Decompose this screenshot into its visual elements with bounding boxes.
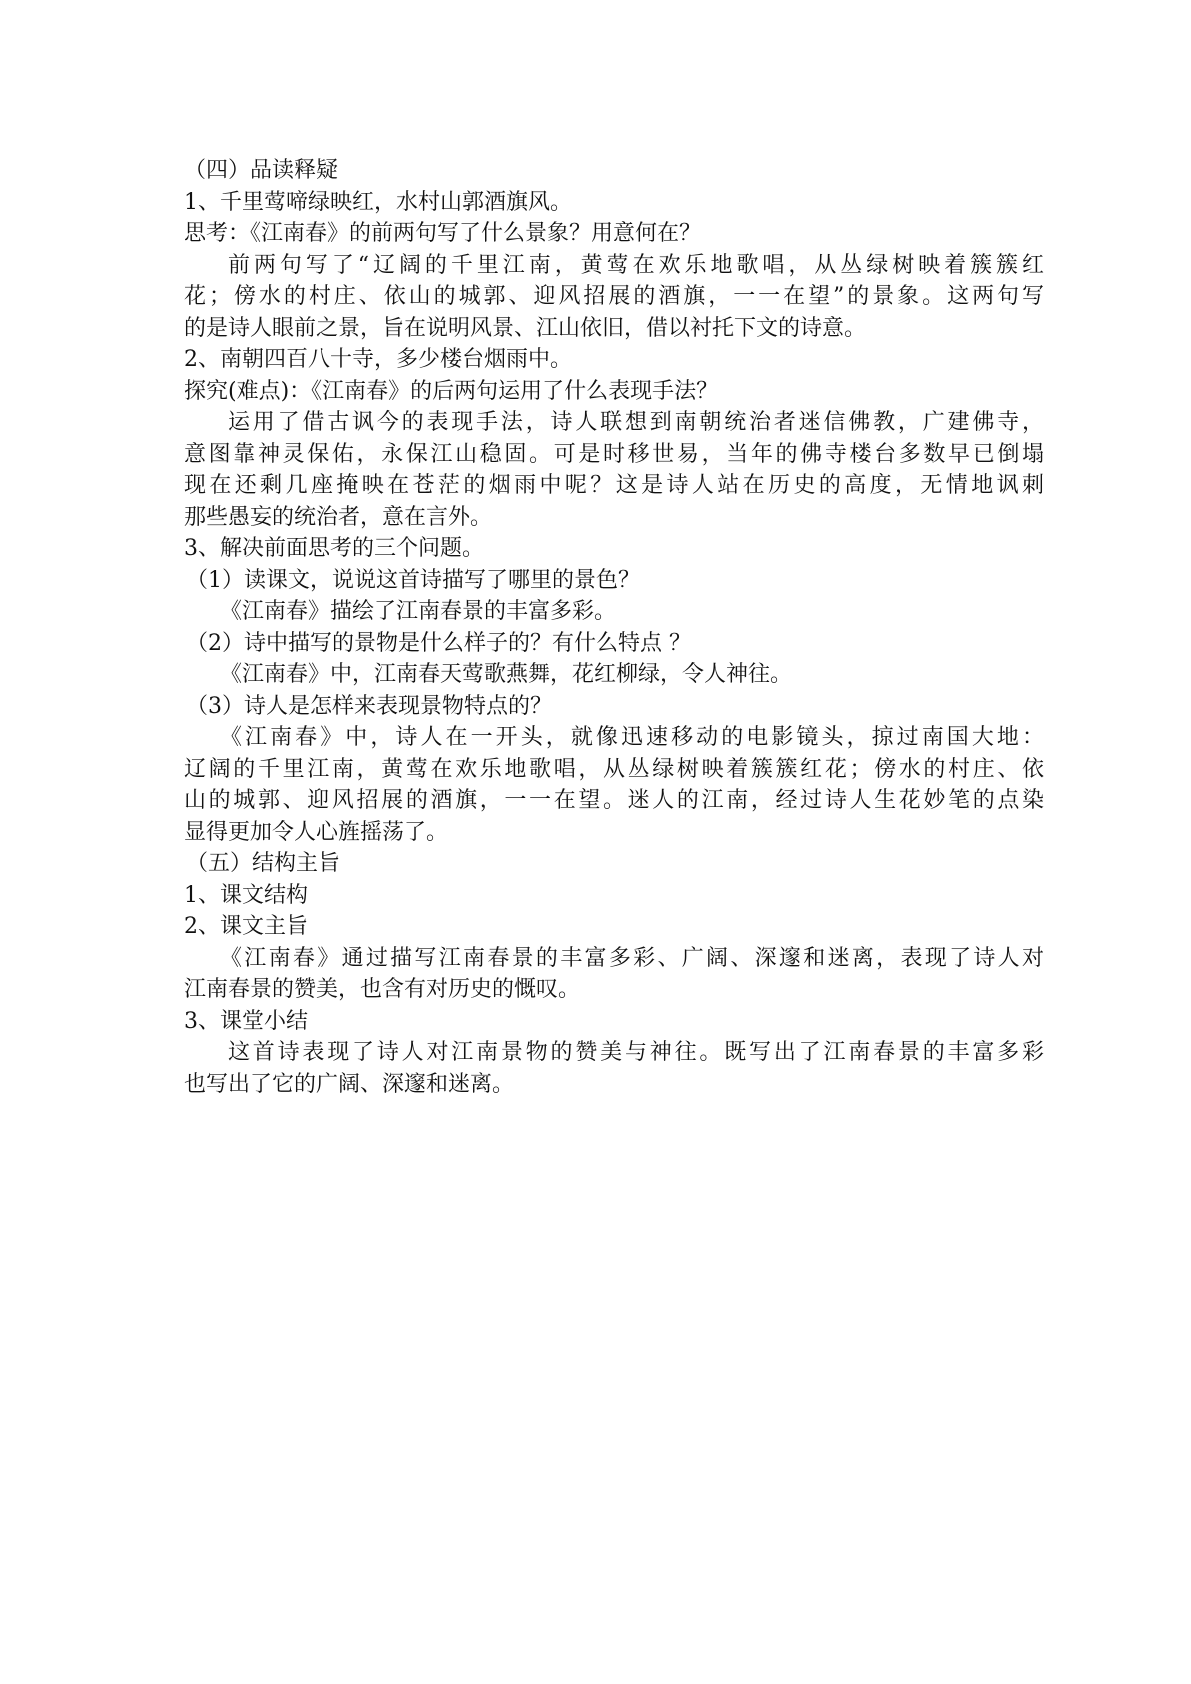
document-page bbox=[184, 155, 1044, 1100]
paragraph-line: 那些愚妄的统治者，意在言外。 bbox=[184, 504, 493, 530]
paragraph-line: 运用了借古讽今的表现手法，诗人联想到南朝统治者迷信佛教，广建佛寺， bbox=[228, 410, 1044, 435]
paragraph-line: 花；傍水的村庄、依山的城郭、迎风招展的酒旗，一一在望”的景象。这两句写 bbox=[184, 284, 1044, 309]
item-heading-summary: 3、课堂小结 bbox=[184, 1008, 308, 1034]
answer-1: 《江南春》描绘了江南春景的丰富多彩。 bbox=[220, 599, 617, 624]
poem-line-1: 1、千里莺啼绿映红，水村山郭酒旗风。 bbox=[184, 189, 572, 215]
item-heading-theme: 2、课文主旨 bbox=[184, 914, 308, 939]
paragraph-line: 辽阔的千里江南，黄莺在欢乐地歌唱，从丛绿树映着簇簇红花；傍水的村庄、依 bbox=[184, 756, 1044, 782]
paragraph-line: 的是诗人眼前之景，旨在说明风景、江山依旧，借以衬托下文的诗意。 bbox=[184, 315, 867, 341]
paragraph-line: 意图靠神灵保佑，永保江山稳固。可是时移世易，当年的佛寺楼台多数早已倒塌 bbox=[184, 441, 1044, 467]
sub-question-3: （3）诗人是怎样来表现景物特点的？ bbox=[186, 693, 552, 719]
sub-question-2: （2）诗中描写的景物是什么样子的？有什么特点 ？ bbox=[186, 630, 691, 656]
paragraph-line: 《江南春》通过描写江南春景的丰富多彩、广阔、深邃和迷离，表现了诗人对 bbox=[220, 945, 1044, 971]
question-think: 思考：《江南春》的前两句写了什么景象？用意何在？ bbox=[184, 221, 702, 246]
section-heading-4: （四）品读释疑 bbox=[184, 158, 339, 183]
sub-question-1: （1）读课文，说说这首诗描写了哪里的景色？ bbox=[186, 567, 640, 593]
question-explore: 探究(难点)：《江南春》的后两句运用了什么表现手法？ bbox=[184, 378, 719, 404]
item-heading-structure: 1、课文结构 bbox=[184, 882, 308, 908]
paragraph-line: 也写出了它的广阔、深邃和迷离。 bbox=[184, 1071, 515, 1097]
item-heading-3: 3、解决前面思考的三个问题。 bbox=[184, 536, 484, 561]
poem-line-2: 2、南朝四百八十寺，多少楼台烟雨中。 bbox=[184, 347, 572, 372]
answer-2: 《江南春》中，江南春天莺歌燕舞，花红柳绿，令人神往。 bbox=[220, 662, 793, 687]
paragraph-line: 显得更加令人心旌摇荡了。 bbox=[184, 819, 449, 845]
paragraph-line: 山的城郭、迎风招展的酒旗，一一在望。迷人的江南，经过诗人生花妙笔的点染 bbox=[184, 788, 1044, 813]
paragraph-line: 《江南春》中，诗人在一开头，就像迅速移动的电影镜头，掠过南国大地： bbox=[220, 725, 1044, 750]
paragraph-line: 江南春景的赞美，也含有对历史的慨叹。 bbox=[184, 977, 581, 1002]
section-heading-5: （五）结构主旨 bbox=[186, 851, 341, 876]
paragraph-line: 前两句写了“辽阔的千里江南，黄莺在欢乐地歌唱，从丛绿树映着簇簇红 bbox=[228, 252, 1044, 278]
paragraph-line: 这首诗表现了诗人对江南景物的赞美与神往。既写出了江南春景的丰富多彩 bbox=[228, 1040, 1044, 1065]
paragraph-line: 现在还剩几座掩映在苍茫的烟雨中呢？这是诗人站在历史的高度，无情地讽刺 bbox=[184, 473, 1044, 498]
